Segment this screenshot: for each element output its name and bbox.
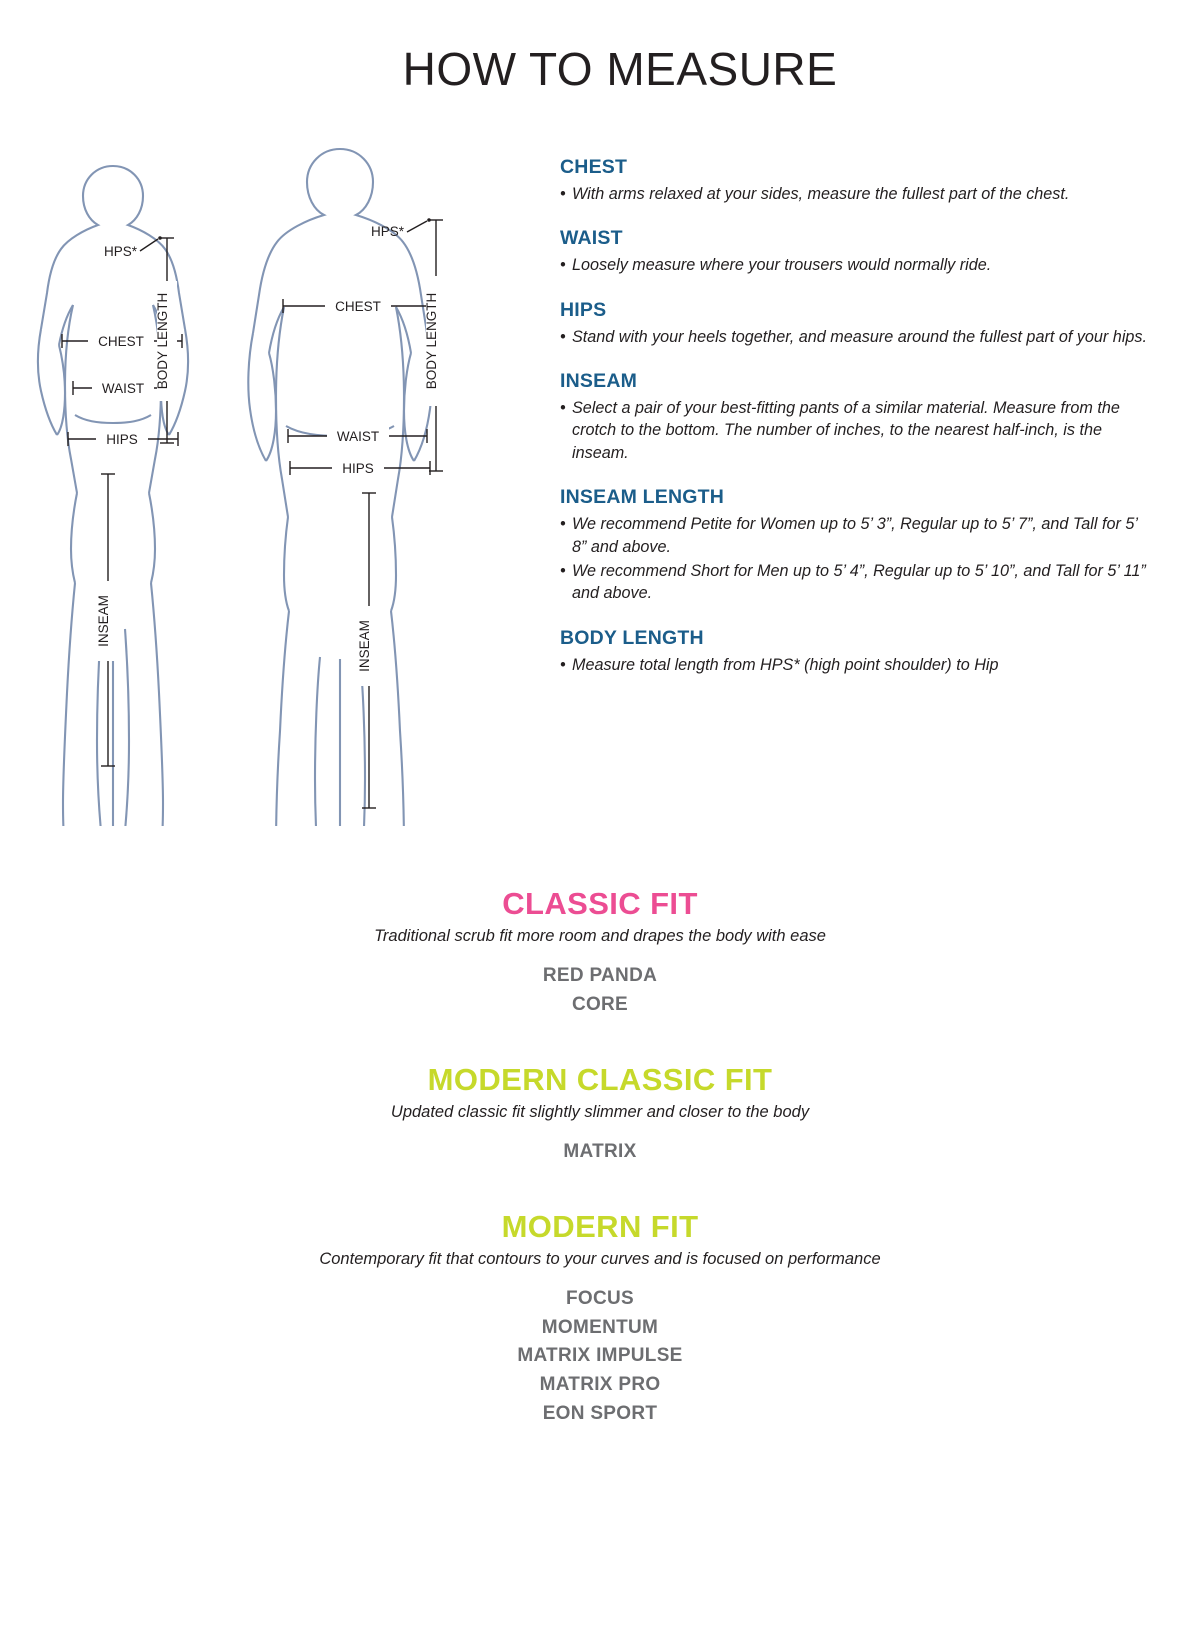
svg-text:HPS*: HPS*: [370, 224, 404, 239]
fit-style-item: FOCUS: [566, 1287, 634, 1309]
fit-styles: [0, 1138, 1200, 1167]
figures-svg: [0, 126, 540, 826]
instruction-line: [560, 254, 1150, 276]
svg-text:BODY LENGTH: BODY LENGTH: [424, 292, 439, 390]
bullet-icon: •: [560, 399, 566, 418]
instruction-heading: INSEAM: [560, 370, 638, 393]
fit-style-item: MATRIX: [563, 1140, 637, 1162]
instruction-text: Stand with your heels together, and measure around the fullest part of your hips.: [572, 327, 1148, 346]
svg-text:CHEST: CHEST: [98, 334, 144, 349]
male-chest-dimension: [283, 296, 432, 316]
instruction-text: Measure total length from HPS* (high point shoulder) to Hip: [572, 655, 999, 674]
instruction-line: [560, 326, 1150, 348]
instruction-line: [560, 654, 1150, 676]
instruction-heading: WAIST: [560, 227, 623, 250]
instruction-line: [560, 560, 1150, 605]
male-figure: [248, 149, 446, 826]
svg-text:HPS*: HPS*: [103, 244, 137, 259]
svg-text:HIPS: HIPS: [342, 461, 374, 476]
body-figures: [0, 126, 540, 826]
male-hips-dimension: [290, 458, 430, 478]
instruction-line: [560, 513, 1150, 558]
male-inseam-dimension: [357, 493, 379, 808]
female-hps-label: [104, 236, 162, 259]
fit-styles: [0, 962, 1200, 1020]
bullet-icon: •: [560, 256, 566, 275]
fit-style-item: MOMENTUM: [541, 1316, 659, 1338]
fit-style-item: RED PANDA: [542, 965, 658, 986]
instruction-text: We recommend Petite for Women up to 5’ 3”, Regular up to 5’ 7”, and Tall for 5’ 8” and above.: [572, 515, 1138, 556]
instruction-line: [560, 183, 1150, 205]
instruction-line: [560, 397, 1150, 464]
instruction-inseam: [560, 370, 1150, 464]
instruction-text: Select a pair of your best-fitting pants of a similar material. Measure from the crotch to the bottom. The number of inches, to the nearest half-inch, is the inseam.: [572, 399, 1120, 462]
fit-modern: [0, 1209, 1200, 1429]
fit-style-item: CORE: [571, 993, 629, 1015]
instruction-heading: HIPS: [560, 298, 607, 321]
fit-types-section: [0, 886, 1200, 1429]
svg-text:BODY LENGTH: BODY LENGTH: [155, 292, 170, 390]
fit-name: CLASSIC FIT: [502, 886, 698, 921]
bullet-icon: •: [560, 655, 566, 674]
female-figure: [38, 166, 188, 826]
instruction-text: With arms relaxed at your sides, measure the fullest part of the chest.: [572, 185, 1070, 203]
svg-text:INSEAM: INSEAM: [96, 595, 111, 647]
female-hips-dimension: [68, 429, 178, 449]
measurement-diagram-section: [0, 126, 1200, 826]
svg-text:WAIST: WAIST: [101, 381, 145, 396]
fit-description: Contemporary fit that contours to your curves and is focused on performance: [319, 1249, 881, 1268]
instruction-chest: [560, 156, 1150, 205]
fit-classic: [0, 886, 1200, 1020]
svg-text:CHEST: CHEST: [335, 299, 381, 314]
instruction-body-length: [560, 627, 1150, 676]
fit-description: Traditional scrub fit more room and drapes the body with ease: [374, 927, 826, 945]
instruction-waist: [560, 227, 1150, 276]
instruction-heading: CHEST: [560, 156, 628, 178]
fit-style-item: MATRIX PRO: [539, 1374, 661, 1396]
svg-text:INSEAM: INSEAM: [357, 620, 372, 672]
female-inseam-dimension: [96, 474, 118, 766]
fit-style-item: MATRIX IMPULSE: [517, 1345, 683, 1367]
instruction-heading: INSEAM LENGTH: [560, 486, 725, 509]
instruction-text: We recommend Short for Men up to 5’ 4”, Regular up to 5’ 10”, and Tall for 5’ 11” and above.: [572, 561, 1146, 603]
instruction-hips: [560, 299, 1150, 348]
instruction-text: Loosely measure where your trousers would normally ride.: [572, 256, 992, 275]
male-hps-label: [371, 218, 431, 239]
fit-name: MODERN FIT: [501, 1208, 699, 1244]
fit-name: MODERN CLASSIC FIT: [427, 1061, 773, 1097]
instruction-heading: BODY LENGTH: [560, 626, 704, 649]
svg-text:HIPS: HIPS: [106, 432, 138, 447]
fit-description: Updated classic fit slightly slimmer and closer to the body: [390, 1102, 810, 1121]
bullet-icon: •: [560, 561, 566, 580]
fit-modern-classic: [0, 1062, 1200, 1167]
svg-text:WAIST: WAIST: [336, 429, 380, 444]
page-title: HOW TO MEASURE: [402, 43, 838, 95]
instructions-list: [540, 126, 1180, 826]
bullet-icon: •: [560, 515, 566, 534]
fit-styles: [0, 1285, 1200, 1429]
bullet-icon: •: [560, 327, 566, 346]
bullet-icon: •: [560, 185, 566, 203]
instruction-inseam-length: [560, 486, 1150, 604]
fit-style-item: EON SPORT: [542, 1403, 658, 1425]
